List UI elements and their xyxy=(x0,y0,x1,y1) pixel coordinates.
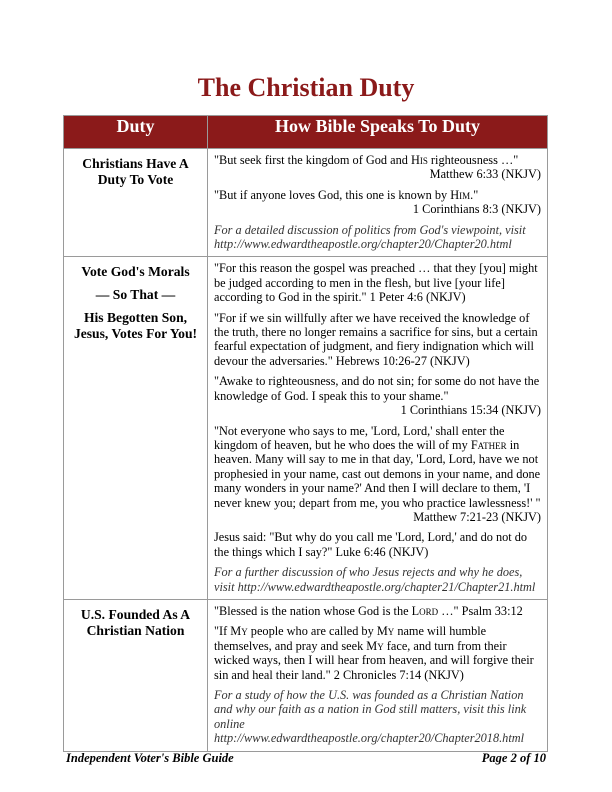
scripture-reference: 1 Corinthians 15:34 (NKJV) xyxy=(400,403,541,418)
scripture-quote: "For if we sin willfully after we have received the knowledge of the truth, there no longer remains a sacrifice for sins, but a certain fearful expectation of judgment, and fiery indignation which will devour the adversaries." Hebrews 10:26-27 (NKJV) xyxy=(214,310,538,368)
scripture-quote: "If My people who are called by My name will humble themselves, and pray and seek My face, and turn from their wicked ways, then I will hear from heaven, and will forgive their sin and heal their land." 2 Chronicles 7:14 (NKJV) xyxy=(214,624,534,682)
scripture-reference: Matthew 6:33 (NKJV) xyxy=(429,167,541,182)
duty-label: — So That — xyxy=(95,287,176,303)
duty-label: U.S. Founded As A Christian Nation xyxy=(80,606,191,638)
scripture-reference: 1 Corinthians 8:3 (NKJV) xyxy=(412,202,541,217)
column-header-bible: How Bible Speaks To Duty xyxy=(208,116,548,149)
scripture-quote: Jesus said: "But why do you call me 'Lord, Lord,' and do not do the things which I say?" Luke 6:46 (NKJV) xyxy=(214,530,528,559)
scripture-reference: Matthew 7:21-23 (NKJV) xyxy=(413,509,541,524)
scripture-cell xyxy=(208,257,548,600)
discussion-note: For a further discussion of who Jesus rejects and why he does, visit http://www.edwardtheapostle.org/chapter21/Chapter21.html xyxy=(214,565,536,594)
scripture-quote: "Not everyone who says to me, 'Lord, Lord,' shall enter the kingdom of heaven, but he who does the will of my Father in heaven. Many will say to me in that day, 'Lord, Lord, have we not prophesied in your name, cast out demons in your name, and done many wonders in your name?' And then I will declare to them, 'I never knew you; depart from me, you who practice lawlessness!' " Matthew 7:21-23 (NKJV) xyxy=(214,423,541,524)
duty-cell xyxy=(64,149,208,257)
footer-guide-title: Independent Voter's Bible Guide xyxy=(66,751,234,765)
duty-cell xyxy=(64,257,208,600)
scripture-quote: "For this reason the gospel was preached … that they [you] might be judged according to men in the flesh, but live [your life] according to God in the spirit." 1 Peter 4:6 (NKJV) xyxy=(214,261,538,305)
page-title: The Christian Duty xyxy=(197,73,415,102)
scripture-quote: "But seek first the kingdom of God and His righteousness …" Matthew 6:33 (NKJV) xyxy=(214,153,541,182)
discussion-note: For a detailed discussion of politics from God's viewpoint, visit http://www.edwardtheapostle.org/chapter20/Chapter20.html xyxy=(214,222,526,252)
table-row xyxy=(64,599,548,751)
column-header-duty: Duty xyxy=(64,116,208,149)
footer-page-number: Page 2 of 10 xyxy=(481,751,546,765)
table-header-row xyxy=(64,116,548,149)
scripture-cell xyxy=(208,599,548,751)
scripture-quote: "But if anyone loves God, this one is known by Him." 1 Corinthians 8:3 (NKJV) xyxy=(214,187,541,217)
scripture-quote: "Blessed is the nation whose God is the Lord …" Psalm 33:12 xyxy=(214,603,523,618)
duty-label: Vote God's Morals xyxy=(81,264,190,280)
table-row xyxy=(64,149,548,257)
duty-label: His Begotten Son, Jesus, Votes For You! xyxy=(73,310,198,342)
duty-cell xyxy=(64,599,208,751)
discussion-note: For a study of how the U.S. was founded as a Christian Nation and why our faith as a nation in God still matters, visit this link online http://www.edwardtheapostle.org/chapter20/Chapter2018.html xyxy=(214,688,527,746)
scripture-quote: "Awake to righteousness, and do not sin; for some do not have the knowledge of God. I speak this to your shame." 1 Corinthians 15:34 (NKJV) xyxy=(214,374,541,418)
table-row xyxy=(64,257,548,600)
duty-label: Christians Have A Duty To Vote xyxy=(82,156,189,187)
scripture-cell xyxy=(208,149,548,257)
duty-table xyxy=(63,115,548,752)
